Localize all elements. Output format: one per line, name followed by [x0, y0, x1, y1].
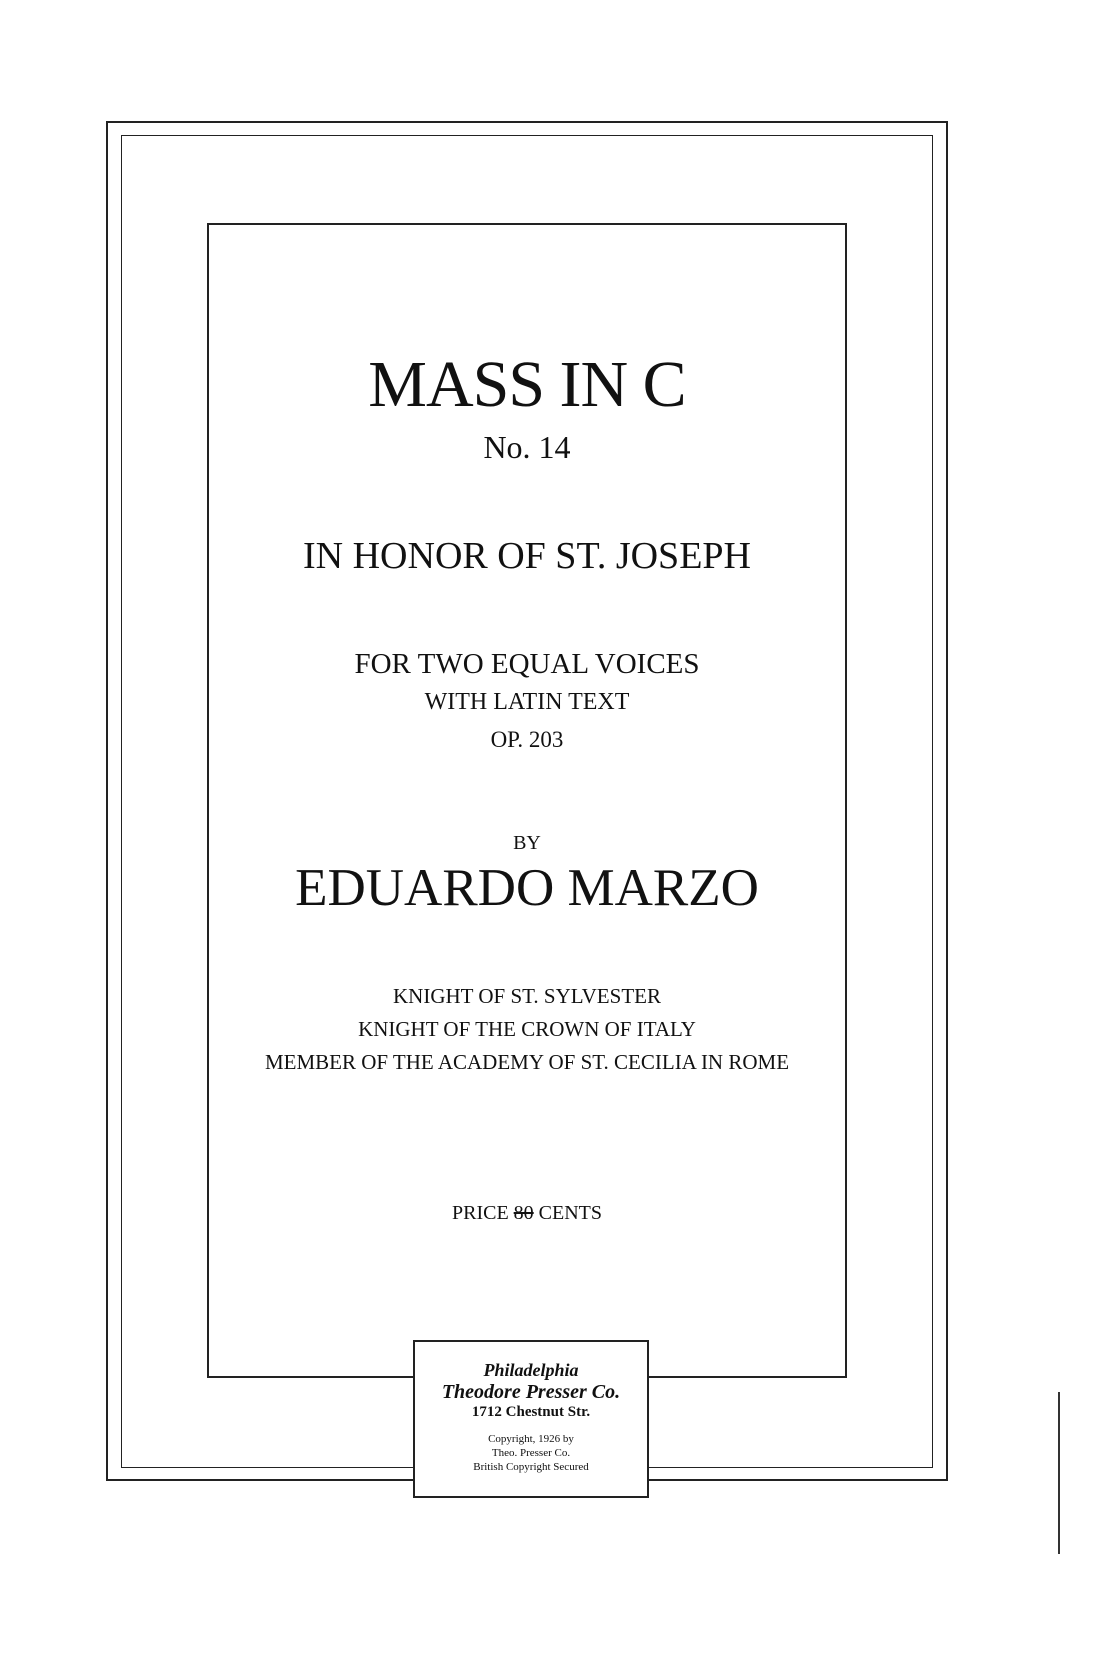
copyright-notice: British Copyright Secured — [473, 1461, 589, 1473]
scan-edge-line — [1058, 1392, 1060, 1554]
publisher-address: 1712 Chestnut Str. — [471, 1404, 591, 1420]
composer-honor: KNIGHT OF ST. SYLVESTER — [393, 984, 661, 1008]
text-language: WITH LATIN TEXT — [424, 689, 630, 715]
copyright-notice: Theo. Presser Co. — [491, 1447, 571, 1459]
mass-number: No. 14 — [483, 429, 571, 465]
composer-name: EDUARDO MARZO — [295, 859, 759, 917]
title: MASS IN C — [368, 348, 686, 421]
publisher-city: Philadelphia — [483, 1360, 579, 1380]
publisher-imprint — [413, 1340, 649, 1498]
by-label: BY — [513, 832, 541, 854]
opus-number: OP. 203 — [490, 727, 564, 752]
price-value: 80 — [513, 1202, 534, 1224]
dedication: IN HONOR OF ST. JOSEPH — [303, 535, 751, 577]
price-unit: CENTS — [538, 1202, 603, 1224]
price-line — [207, 1203, 847, 1223]
composer-honor: KNIGHT OF THE CROWN OF ITALY — [358, 1017, 696, 1041]
voicing: FOR TWO EQUAL VOICES — [354, 648, 700, 680]
composer-honor: MEMBER OF THE ACADEMY OF ST. CECILIA IN ROME — [264, 1050, 790, 1074]
copyright-notice: Copyright, 1926 by — [488, 1433, 574, 1445]
price-label: PRICE — [451, 1202, 509, 1224]
publisher-name: Theodore Presser Co. — [441, 1381, 621, 1403]
